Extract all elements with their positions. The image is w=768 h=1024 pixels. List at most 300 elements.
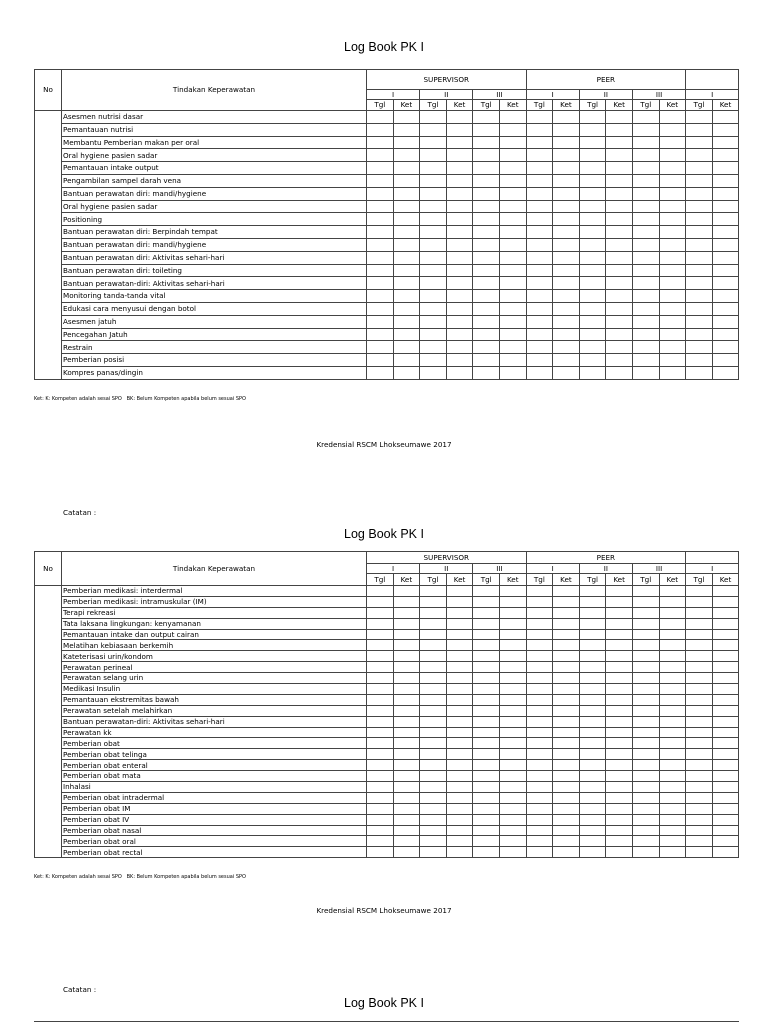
tgl-entry-cell[interactable] — [632, 640, 659, 651]
tgl-entry-cell[interactable] — [473, 200, 500, 213]
ket-entry-cell[interactable] — [393, 727, 420, 738]
ket-entry-cell[interactable] — [553, 315, 580, 328]
ket-entry-cell[interactable] — [659, 803, 686, 814]
tgl-entry-cell[interactable] — [579, 341, 606, 354]
tgl-entry-cell[interactable] — [632, 716, 659, 727]
ket-entry-cell[interactable] — [659, 354, 686, 367]
ket-entry-cell[interactable] — [659, 738, 686, 749]
tgl-entry-cell[interactable] — [686, 251, 713, 264]
ket-entry-cell[interactable] — [393, 290, 420, 303]
ket-entry-cell[interactable] — [499, 705, 526, 716]
tgl-entry-cell[interactable] — [579, 354, 606, 367]
ket-entry-cell[interactable] — [499, 738, 526, 749]
tgl-entry-cell[interactable] — [526, 123, 553, 136]
tgl-entry-cell[interactable] — [367, 136, 394, 149]
ket-entry-cell[interactable] — [553, 341, 580, 354]
tgl-entry-cell[interactable] — [367, 596, 394, 607]
tgl-entry-cell[interactable] — [632, 629, 659, 640]
tgl-entry-cell[interactable] — [632, 825, 659, 836]
ket-entry-cell[interactable] — [393, 123, 420, 136]
ket-entry-cell[interactable] — [712, 673, 739, 684]
ket-entry-cell[interactable] — [393, 803, 420, 814]
tgl-entry-cell[interactable] — [473, 716, 500, 727]
tgl-entry-cell[interactable] — [579, 825, 606, 836]
tgl-entry-cell[interactable] — [420, 792, 447, 803]
tgl-entry-cell[interactable] — [367, 607, 394, 618]
ket-entry-cell[interactable] — [499, 760, 526, 771]
ket-entry-cell[interactable] — [446, 596, 473, 607]
tgl-entry-cell[interactable] — [473, 226, 500, 239]
ket-entry-cell[interactable] — [499, 586, 526, 597]
ket-entry-cell[interactable] — [446, 123, 473, 136]
tgl-entry-cell[interactable] — [632, 651, 659, 662]
tgl-entry-cell[interactable] — [526, 277, 553, 290]
ket-entry-cell[interactable] — [712, 607, 739, 618]
tgl-entry-cell[interactable] — [420, 136, 447, 149]
tgl-entry-cell[interactable] — [526, 662, 553, 673]
ket-entry-cell[interactable] — [393, 640, 420, 651]
tgl-entry-cell[interactable] — [579, 238, 606, 251]
ket-entry-cell[interactable] — [393, 213, 420, 226]
ket-entry-cell[interactable] — [553, 662, 580, 673]
ket-entry-cell[interactable] — [446, 694, 473, 705]
ket-entry-cell[interactable] — [659, 149, 686, 162]
ket-entry-cell[interactable] — [393, 847, 420, 858]
ket-entry-cell[interactable] — [553, 149, 580, 162]
ket-entry-cell[interactable] — [393, 596, 420, 607]
ket-entry-cell[interactable] — [446, 302, 473, 315]
ket-entry-cell[interactable] — [446, 825, 473, 836]
tgl-entry-cell[interactable] — [367, 290, 394, 303]
tgl-entry-cell[interactable] — [686, 716, 713, 727]
ket-entry-cell[interactable] — [659, 618, 686, 629]
ket-entry-cell[interactable] — [446, 803, 473, 814]
tgl-entry-cell[interactable] — [579, 618, 606, 629]
ket-entry-cell[interactable] — [499, 264, 526, 277]
ket-entry-cell[interactable] — [446, 836, 473, 847]
tgl-entry-cell[interactable] — [686, 727, 713, 738]
tgl-entry-cell[interactable] — [420, 162, 447, 175]
ket-entry-cell[interactable] — [659, 749, 686, 760]
ket-entry-cell[interactable] — [712, 354, 739, 367]
ket-entry-cell[interactable] — [606, 749, 633, 760]
tgl-entry-cell[interactable] — [632, 847, 659, 858]
ket-entry-cell[interactable] — [446, 354, 473, 367]
ket-entry-cell[interactable] — [659, 716, 686, 727]
ket-entry-cell[interactable] — [446, 213, 473, 226]
ket-entry-cell[interactable] — [553, 174, 580, 187]
tgl-entry-cell[interactable] — [473, 705, 500, 716]
tgl-entry-cell[interactable] — [367, 251, 394, 264]
tgl-entry-cell[interactable] — [632, 111, 659, 124]
tgl-entry-cell[interactable] — [473, 290, 500, 303]
ket-entry-cell[interactable] — [659, 200, 686, 213]
ket-entry-cell[interactable] — [446, 315, 473, 328]
tgl-entry-cell[interactable] — [367, 716, 394, 727]
tgl-entry-cell[interactable] — [473, 684, 500, 695]
tgl-entry-cell[interactable] — [473, 825, 500, 836]
ket-entry-cell[interactable] — [553, 618, 580, 629]
ket-entry-cell[interactable] — [446, 662, 473, 673]
tgl-entry-cell[interactable] — [473, 662, 500, 673]
ket-entry-cell[interactable] — [446, 341, 473, 354]
ket-entry-cell[interactable] — [393, 694, 420, 705]
ket-entry-cell[interactable] — [712, 341, 739, 354]
tgl-entry-cell[interactable] — [367, 213, 394, 226]
ket-entry-cell[interactable] — [393, 251, 420, 264]
ket-entry-cell[interactable] — [659, 792, 686, 803]
tgl-entry-cell[interactable] — [632, 705, 659, 716]
ket-entry-cell[interactable] — [606, 738, 633, 749]
tgl-entry-cell[interactable] — [526, 705, 553, 716]
tgl-entry-cell[interactable] — [367, 162, 394, 175]
ket-entry-cell[interactable] — [553, 162, 580, 175]
ket-entry-cell[interactable] — [499, 684, 526, 695]
tgl-entry-cell[interactable] — [367, 847, 394, 858]
ket-entry-cell[interactable] — [659, 162, 686, 175]
tgl-entry-cell[interactable] — [632, 814, 659, 825]
tgl-entry-cell[interactable] — [632, 596, 659, 607]
tgl-entry-cell[interactable] — [632, 277, 659, 290]
ket-entry-cell[interactable] — [553, 226, 580, 239]
ket-entry-cell[interactable] — [393, 136, 420, 149]
tgl-entry-cell[interactable] — [420, 302, 447, 315]
tgl-entry-cell[interactable] — [686, 290, 713, 303]
tgl-entry-cell[interactable] — [420, 673, 447, 684]
tgl-entry-cell[interactable] — [526, 803, 553, 814]
ket-entry-cell[interactable] — [659, 596, 686, 607]
tgl-entry-cell[interactable] — [473, 277, 500, 290]
ket-entry-cell[interactable] — [712, 640, 739, 651]
ket-entry-cell[interactable] — [499, 596, 526, 607]
ket-entry-cell[interactable] — [712, 149, 739, 162]
tgl-entry-cell[interactable] — [420, 694, 447, 705]
tgl-entry-cell[interactable] — [526, 738, 553, 749]
ket-entry-cell[interactable] — [553, 803, 580, 814]
tgl-entry-cell[interactable] — [526, 836, 553, 847]
tgl-entry-cell[interactable] — [473, 315, 500, 328]
tgl-entry-cell[interactable] — [686, 136, 713, 149]
tgl-entry-cell[interactable] — [420, 607, 447, 618]
tgl-entry-cell[interactable] — [632, 290, 659, 303]
tgl-entry-cell[interactable] — [526, 586, 553, 597]
tgl-entry-cell[interactable] — [473, 213, 500, 226]
ket-entry-cell[interactable] — [446, 264, 473, 277]
ket-entry-cell[interactable] — [659, 694, 686, 705]
tgl-entry-cell[interactable] — [579, 792, 606, 803]
ket-entry-cell[interactable] — [712, 684, 739, 695]
ket-entry-cell[interactable] — [393, 629, 420, 640]
tgl-entry-cell[interactable] — [579, 814, 606, 825]
ket-entry-cell[interactable] — [499, 727, 526, 738]
tgl-entry-cell[interactable] — [686, 673, 713, 684]
ket-entry-cell[interactable] — [553, 651, 580, 662]
tgl-entry-cell[interactable] — [367, 694, 394, 705]
ket-entry-cell[interactable] — [393, 651, 420, 662]
tgl-entry-cell[interactable] — [367, 302, 394, 315]
ket-entry-cell[interactable] — [499, 123, 526, 136]
tgl-entry-cell[interactable] — [420, 847, 447, 858]
tgl-entry-cell[interactable] — [473, 328, 500, 341]
ket-entry-cell[interactable] — [393, 716, 420, 727]
tgl-entry-cell[interactable] — [579, 149, 606, 162]
tgl-entry-cell[interactable] — [632, 213, 659, 226]
ket-entry-cell[interactable] — [446, 200, 473, 213]
tgl-entry-cell[interactable] — [526, 200, 553, 213]
ket-entry-cell[interactable] — [446, 226, 473, 239]
ket-entry-cell[interactable] — [446, 251, 473, 264]
ket-entry-cell[interactable] — [712, 771, 739, 782]
tgl-entry-cell[interactable] — [579, 200, 606, 213]
ket-entry-cell[interactable] — [446, 771, 473, 782]
ket-entry-cell[interactable] — [659, 586, 686, 597]
tgl-entry-cell[interactable] — [632, 162, 659, 175]
tgl-entry-cell[interactable] — [686, 187, 713, 200]
ket-entry-cell[interactable] — [659, 264, 686, 277]
ket-entry-cell[interactable] — [499, 277, 526, 290]
tgl-entry-cell[interactable] — [526, 607, 553, 618]
ket-entry-cell[interactable] — [553, 354, 580, 367]
ket-entry-cell[interactable] — [712, 213, 739, 226]
ket-entry-cell[interactable] — [446, 760, 473, 771]
ket-entry-cell[interactable] — [606, 705, 633, 716]
tgl-entry-cell[interactable] — [367, 315, 394, 328]
tgl-entry-cell[interactable] — [420, 586, 447, 597]
ket-entry-cell[interactable] — [606, 238, 633, 251]
tgl-entry-cell[interactable] — [579, 366, 606, 379]
tgl-entry-cell[interactable] — [632, 836, 659, 847]
ket-entry-cell[interactable] — [553, 111, 580, 124]
tgl-entry-cell[interactable] — [473, 123, 500, 136]
tgl-entry-cell[interactable] — [420, 238, 447, 251]
ket-entry-cell[interactable] — [606, 803, 633, 814]
tgl-entry-cell[interactable] — [420, 290, 447, 303]
ket-entry-cell[interactable] — [499, 328, 526, 341]
ket-entry-cell[interactable] — [606, 596, 633, 607]
ket-entry-cell[interactable] — [499, 825, 526, 836]
tgl-entry-cell[interactable] — [632, 607, 659, 618]
tgl-entry-cell[interactable] — [367, 792, 394, 803]
tgl-entry-cell[interactable] — [632, 760, 659, 771]
ket-entry-cell[interactable] — [712, 738, 739, 749]
tgl-entry-cell[interactable] — [473, 174, 500, 187]
ket-entry-cell[interactable] — [393, 111, 420, 124]
tgl-entry-cell[interactable] — [686, 640, 713, 651]
tgl-entry-cell[interactable] — [579, 673, 606, 684]
tgl-entry-cell[interactable] — [367, 238, 394, 251]
tgl-entry-cell[interactable] — [526, 673, 553, 684]
ket-entry-cell[interactable] — [606, 618, 633, 629]
ket-entry-cell[interactable] — [712, 123, 739, 136]
tgl-entry-cell[interactable] — [632, 302, 659, 315]
ket-entry-cell[interactable] — [393, 662, 420, 673]
ket-entry-cell[interactable] — [499, 651, 526, 662]
ket-entry-cell[interactable] — [446, 149, 473, 162]
tgl-entry-cell[interactable] — [526, 187, 553, 200]
tgl-entry-cell[interactable] — [473, 162, 500, 175]
ket-entry-cell[interactable] — [553, 238, 580, 251]
ket-entry-cell[interactable] — [712, 629, 739, 640]
ket-entry-cell[interactable] — [606, 200, 633, 213]
tgl-entry-cell[interactable] — [686, 586, 713, 597]
ket-entry-cell[interactable] — [712, 136, 739, 149]
tgl-entry-cell[interactable] — [686, 760, 713, 771]
tgl-entry-cell[interactable] — [526, 315, 553, 328]
tgl-entry-cell[interactable] — [367, 277, 394, 290]
ket-entry-cell[interactable] — [606, 629, 633, 640]
tgl-entry-cell[interactable] — [367, 111, 394, 124]
tgl-entry-cell[interactable] — [579, 694, 606, 705]
ket-entry-cell[interactable] — [393, 174, 420, 187]
tgl-entry-cell[interactable] — [473, 302, 500, 315]
ket-entry-cell[interactable] — [553, 302, 580, 315]
ket-entry-cell[interactable] — [659, 673, 686, 684]
tgl-entry-cell[interactable] — [686, 738, 713, 749]
ket-entry-cell[interactable] — [393, 607, 420, 618]
tgl-entry-cell[interactable] — [526, 136, 553, 149]
ket-entry-cell[interactable] — [553, 328, 580, 341]
ket-entry-cell[interactable] — [553, 200, 580, 213]
tgl-entry-cell[interactable] — [579, 251, 606, 264]
ket-entry-cell[interactable] — [712, 251, 739, 264]
ket-entry-cell[interactable] — [659, 825, 686, 836]
tgl-entry-cell[interactable] — [632, 341, 659, 354]
tgl-entry-cell[interactable] — [473, 366, 500, 379]
ket-entry-cell[interactable] — [553, 673, 580, 684]
ket-entry-cell[interactable] — [393, 277, 420, 290]
tgl-entry-cell[interactable] — [579, 716, 606, 727]
tgl-entry-cell[interactable] — [686, 836, 713, 847]
tgl-entry-cell[interactable] — [686, 792, 713, 803]
tgl-entry-cell[interactable] — [526, 264, 553, 277]
tgl-entry-cell[interactable] — [632, 782, 659, 793]
tgl-entry-cell[interactable] — [367, 187, 394, 200]
ket-entry-cell[interactable] — [712, 366, 739, 379]
ket-entry-cell[interactable] — [606, 290, 633, 303]
ket-entry-cell[interactable] — [446, 792, 473, 803]
ket-entry-cell[interactable] — [499, 238, 526, 251]
ket-entry-cell[interactable] — [606, 836, 633, 847]
tgl-entry-cell[interactable] — [632, 738, 659, 749]
tgl-entry-cell[interactable] — [420, 111, 447, 124]
tgl-entry-cell[interactable] — [526, 238, 553, 251]
ket-entry-cell[interactable] — [446, 328, 473, 341]
tgl-entry-cell[interactable] — [686, 238, 713, 251]
ket-entry-cell[interactable] — [499, 749, 526, 760]
tgl-entry-cell[interactable] — [367, 782, 394, 793]
tgl-entry-cell[interactable] — [473, 760, 500, 771]
tgl-entry-cell[interactable] — [632, 366, 659, 379]
tgl-entry-cell[interactable] — [686, 213, 713, 226]
tgl-entry-cell[interactable] — [686, 149, 713, 162]
tgl-entry-cell[interactable] — [579, 727, 606, 738]
ket-entry-cell[interactable] — [499, 341, 526, 354]
tgl-entry-cell[interactable] — [686, 277, 713, 290]
ket-entry-cell[interactable] — [393, 302, 420, 315]
ket-entry-cell[interactable] — [393, 149, 420, 162]
ket-entry-cell[interactable] — [659, 187, 686, 200]
ket-entry-cell[interactable] — [499, 290, 526, 303]
tgl-entry-cell[interactable] — [420, 771, 447, 782]
tgl-entry-cell[interactable] — [526, 366, 553, 379]
tgl-entry-cell[interactable] — [420, 825, 447, 836]
tgl-entry-cell[interactable] — [579, 302, 606, 315]
tgl-entry-cell[interactable] — [526, 111, 553, 124]
ket-entry-cell[interactable] — [499, 716, 526, 727]
tgl-entry-cell[interactable] — [526, 354, 553, 367]
tgl-entry-cell[interactable] — [367, 354, 394, 367]
ket-entry-cell[interactable] — [446, 705, 473, 716]
tgl-entry-cell[interactable] — [632, 792, 659, 803]
tgl-entry-cell[interactable] — [632, 673, 659, 684]
tgl-entry-cell[interactable] — [526, 251, 553, 264]
ket-entry-cell[interactable] — [659, 771, 686, 782]
tgl-entry-cell[interactable] — [526, 847, 553, 858]
tgl-entry-cell[interactable] — [473, 782, 500, 793]
tgl-entry-cell[interactable] — [686, 651, 713, 662]
ket-entry-cell[interactable] — [553, 596, 580, 607]
tgl-entry-cell[interactable] — [686, 200, 713, 213]
tgl-entry-cell[interactable] — [579, 684, 606, 695]
ket-entry-cell[interactable] — [393, 354, 420, 367]
tgl-entry-cell[interactable] — [686, 111, 713, 124]
ket-entry-cell[interactable] — [499, 771, 526, 782]
ket-entry-cell[interactable] — [446, 738, 473, 749]
ket-entry-cell[interactable] — [712, 836, 739, 847]
tgl-entry-cell[interactable] — [632, 684, 659, 695]
tgl-entry-cell[interactable] — [686, 174, 713, 187]
ket-entry-cell[interactable] — [659, 836, 686, 847]
ket-entry-cell[interactable] — [499, 782, 526, 793]
tgl-entry-cell[interactable] — [526, 782, 553, 793]
tgl-entry-cell[interactable] — [367, 586, 394, 597]
ket-entry-cell[interactable] — [499, 251, 526, 264]
tgl-entry-cell[interactable] — [526, 213, 553, 226]
ket-entry-cell[interactable] — [712, 803, 739, 814]
ket-entry-cell[interactable] — [606, 694, 633, 705]
tgl-entry-cell[interactable] — [579, 123, 606, 136]
ket-entry-cell[interactable] — [712, 238, 739, 251]
ket-entry-cell[interactable] — [712, 782, 739, 793]
ket-entry-cell[interactable] — [712, 749, 739, 760]
tgl-entry-cell[interactable] — [632, 136, 659, 149]
tgl-entry-cell[interactable] — [420, 354, 447, 367]
tgl-entry-cell[interactable] — [367, 738, 394, 749]
ket-entry-cell[interactable] — [712, 792, 739, 803]
ket-entry-cell[interactable] — [659, 847, 686, 858]
ket-entry-cell[interactable] — [393, 684, 420, 695]
ket-entry-cell[interactable] — [553, 782, 580, 793]
ket-entry-cell[interactable] — [606, 123, 633, 136]
tgl-entry-cell[interactable] — [632, 727, 659, 738]
ket-entry-cell[interactable] — [446, 290, 473, 303]
ket-entry-cell[interactable] — [553, 694, 580, 705]
tgl-entry-cell[interactable] — [420, 651, 447, 662]
ket-entry-cell[interactable] — [393, 238, 420, 251]
ket-entry-cell[interactable] — [446, 277, 473, 290]
ket-entry-cell[interactable] — [659, 111, 686, 124]
tgl-entry-cell[interactable] — [367, 673, 394, 684]
tgl-entry-cell[interactable] — [686, 749, 713, 760]
tgl-entry-cell[interactable] — [473, 727, 500, 738]
tgl-entry-cell[interactable] — [526, 716, 553, 727]
ket-entry-cell[interactable] — [446, 162, 473, 175]
tgl-entry-cell[interactable] — [367, 771, 394, 782]
ket-entry-cell[interactable] — [712, 825, 739, 836]
ket-entry-cell[interactable] — [712, 174, 739, 187]
tgl-entry-cell[interactable] — [632, 226, 659, 239]
tgl-entry-cell[interactable] — [473, 836, 500, 847]
